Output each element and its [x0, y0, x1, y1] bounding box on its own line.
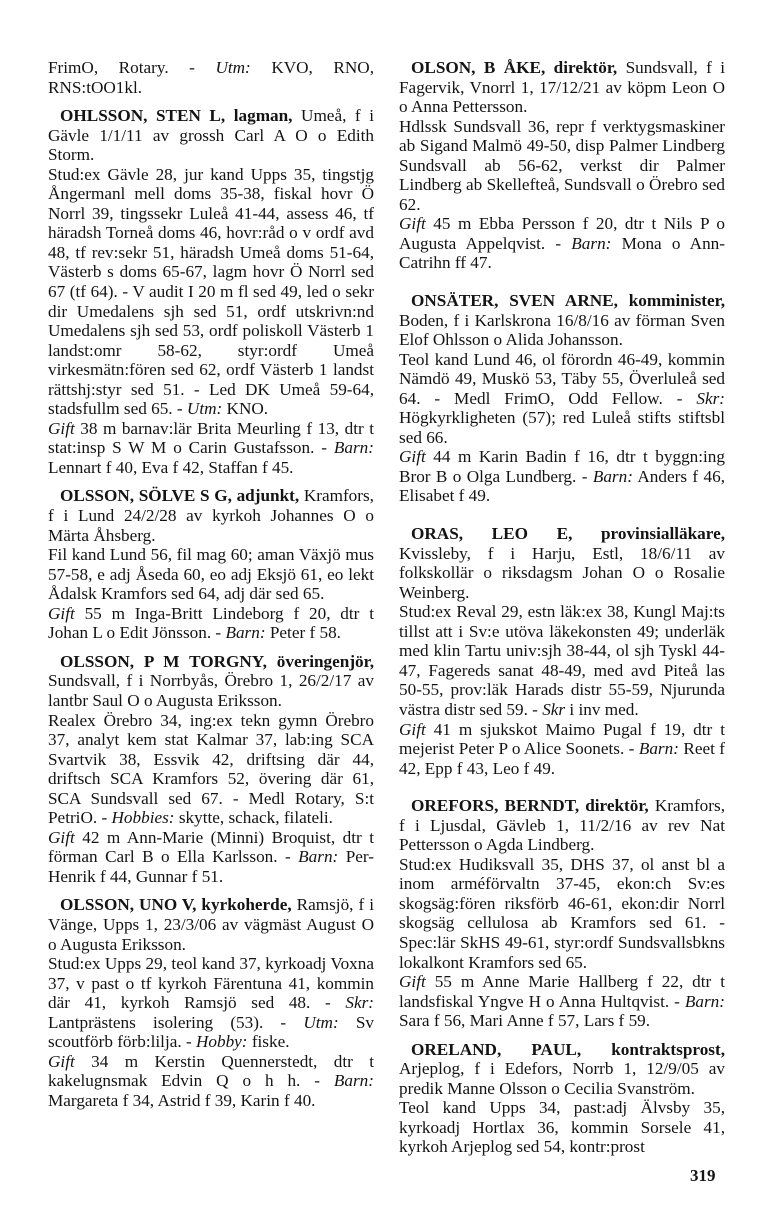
entry-body: Fil kand Lund 56, fil mag 60; aman Växjö mus 57-58, e adj Åseda 60, eo adj Eksjö 61, eo lekt Ådalsk Kramfors sed 64, adj där sed 65.	[48, 545, 374, 604]
entry-body: Stud:ex Hudiksvall 35, DHS 37, ol anst bl a inom arméförvaltn 37-45, ekon:ch Sv:es skogsäg:fören riksförb 46-61, ekon:dir Norrl skogsäg cellulosa ab Kramfors sed 61. - Spec:lär SkHS 49-61, styr:ordf Sundsvallsbkns lokalkont Kramfors sed 65.	[399, 854, 725, 972]
entry-body: Stud:ex Upps 29, teol kand 37, kyrkoadj Voxna 37, v past o tf kyrkoh Färentuna 41, kommin där 41, kyrkoh Ramsjö sed 48. - Skr: Lantprästens isolering (53). - Utm: Sv scoutförb förb:lilja. - Hobby: fiske.	[48, 954, 375, 1052]
entry-oreland-paul	[399, 1040, 725, 1157]
entry-body: Teol kand Upps 34, past:adj Älvsby 35, kyrkoadj Hortlax 36, kommin Sorsele 41, kyrkoh Arjeplog sed 54, kontr:prost	[399, 1098, 725, 1157]
entry-family: Gift 44 m Karin Badin f 16, dtr t byggn:ing Bror B o Olga Lundberg. - Barn: Anders f 46, Elisabet f 49.	[399, 447, 725, 506]
entry-olson-ake	[399, 58, 725, 273]
entry-head: ORELAND, PAUL, kontraktsprost, Arjeplog, f i Edefors, Norrb 1, 12/9/05 av predik Manne Olsson o Cecilia Svanström.	[399, 1039, 725, 1098]
entry-family: Gift 42 m Ann-Marie (Minni) Broquist, dtr t förman Carl B o Ella Karlsson. - Barn: Per-Henrik f 44, Gunnar f 51.	[48, 827, 374, 886]
entry-family: Gift 45 m Ebba Persson f 20, dtr t Nils P o Augusta Appelqvist. - Barn: Mona o Ann-Catrihn ff 47.	[399, 214, 725, 273]
continued-text: FrimO, Rotary. - Utm: KVO, RNO, RNS:tOO1kl.	[48, 58, 374, 97]
entry-body: Teol kand Lund 46, ol förordn 46-49, kommin Nämdö 49, Muskö 53, Täby 55, Överluleå sed 64. - Medl FrimO, Odd Fellow. - Skr: Högkyrkligheten (57); red Luleå stifts stiftsbl sed 66.	[399, 349, 725, 447]
entry-oras-leo	[399, 524, 725, 778]
page-number: 319	[690, 1166, 716, 1185]
entry-family: Gift 38 m barnav:lär Brita Meurling f 13, dtr t stat:insp S W M o Carin Gustafsson. - Barn: Lennart f 40, Eva f 42, Staffan f 45.	[48, 418, 374, 477]
entry-head: ONSÄTER, SVEN ARNE, komminister, Boden, f i Karlskrona 16/8/16 av förman Sven Elof Ohlsson o Alida Johansson.	[399, 291, 725, 350]
entry-family: Gift 55 m Inga-Britt Lindeborg f 20, dtr t Johan L o Edit Jönsson. - Barn: Peter f 58.	[48, 603, 374, 643]
entry-orefors-berndt	[399, 796, 725, 1031]
entry-family: Gift 41 m sjukskot Maimo Pugal f 19, dtr t mejerist Peter P o Alice Soonets. - Barn: Reet f 42, Epp f 43, Leo f 49.	[399, 719, 725, 778]
left-column	[48, 58, 374, 1110]
entry-family: Gift 55 m Anne Marie Hallberg f 22, dtr t landsfiskal Yngve H o Anna Hultqvist. - Barn: Sara f 56, Mari Anne f 57, Lars f 59.	[399, 972, 725, 1031]
entry-olsson-torgny	[48, 652, 374, 887]
entry-onsater-sven	[399, 291, 725, 506]
entry-olsson-uno	[48, 895, 374, 1110]
entry-head: OLSSON, UNO V, kyrkoherde, Ramsjö, f i Vänge, Upps 1, 23/3/06 av vägmäst August O o Augusta Eriksson.	[48, 895, 374, 954]
entry-head: OLSON, B ÅKE, direktör, Sundsvall, f i Fagervik, Vnorrl 1, 17/12/21 av köpm Leon O o Anna Pettersson.	[399, 58, 725, 117]
entry-head: OHLSSON, STEN L, lagman, Umeå, f i Gävle 1/1/11 av grossh Carl A O o Edith Storm.	[48, 106, 374, 165]
entry-ohlsson-sten	[48, 106, 374, 477]
right-column	[399, 58, 725, 1157]
entry-head: OLSSON, SÖLVE S G, adjunkt, Kramfors, f i Lund 24/2/28 av kyrkoh Johannes O o Märta Åhsberg.	[48, 486, 374, 545]
entry-body: Realex Örebro 34, ing:ex tekn gymn Örebro 37, analyt kem stat Kalmar 37, lab:ing SCA Svartvik 38, Essvik 42, driftsing där 44, driftsch SCA Kramfors 52, övering där 61, SCA Sundsvall sed 67. - Medl Rotary, S:t PetriO. - Hobbies: skytte, schack, filateli.	[48, 710, 374, 828]
entry-body: Stud:ex Gävle 28, jur kand Upps 35, tingstjg Ångermanl mell doms 35-38, fiskal hovr Ö Norrl 39, tingssekr Luleå 41-44, assess 46, tf häradsh Torneå doms 46, hovr:råd o v ordf avd 48, tf rev:sekr 51, häradsh Umeå doms 51-64, Västerb s doms 65-67, lagm hovr Ö Norrl sed 67 (tf 64). - V audit I 20 m fl sed 49, led o sekr dir Umedalens sjh sed 51, ordf utskrivn:nd Umedalens sjh sed 53, ordf poliskoll Västerb 1 landst:omr 58-62, styr:ordf Umeå virkesmätn:fören sed 62, ordf Västerb 1 landst rättshj:styr sed 51. - Led DK Umeå 59-64, stadsfullm sed 65. - Utm: KNO.	[48, 164, 374, 419]
entry-head: ORAS, LEO E, provinsialläkare, Kvissleby, f i Harju, Estl, 18/6/11 av folkskollär o riksdagsm Johan O o Rosalie Weinberg.	[399, 524, 725, 602]
entry-olsson-solve	[48, 486, 374, 642]
entry-head: OREFORS, BERNDT, direktör, Kramfors, f i Ljusdal, Gävleb 1, 11/2/16 av rev Nat Pettersson o Agda Lindberg.	[399, 796, 725, 855]
entry-head: OLSSON, P M TORGNY, överingenjör, Sundsvall, f i Norrbyås, Örebro 1, 26/2/17 av lantbr Saul O o Augusta Eriksson.	[48, 651, 374, 710]
entry-family: Gift 34 m Kerstin Quennerstedt, dtr t kakelugnsmak Edvin Q o h h. - Barn: Margareta f 34, Astrid f 39, Karin f 40.	[48, 1051, 374, 1110]
entry-body: Hdlssk Sundsvall 36, repr f verktygsmaskiner ab Sigand Malmö 49-50, disp Palmer Lindberg Sundsvall ab 56-62, verkst dir Palmer Lindberg ab Skellefteå, Sundsvall o Örebro sed 62.	[399, 116, 725, 214]
entry-body: Stud:ex Reval 29, estn läk:ex 38, Kungl Maj:ts tillst att i Sv:e utöva läkekonsten 49; underläk med klin Tartu univ:sjh 38-44, ol sjh Tyskl 44-47, Fagereds sanat 48-49, med avd Piteå las 50-55, prov:läk Harads distr 55-59, Njurunda västra distr sed 59. - Skr i inv med.	[399, 602, 725, 719]
